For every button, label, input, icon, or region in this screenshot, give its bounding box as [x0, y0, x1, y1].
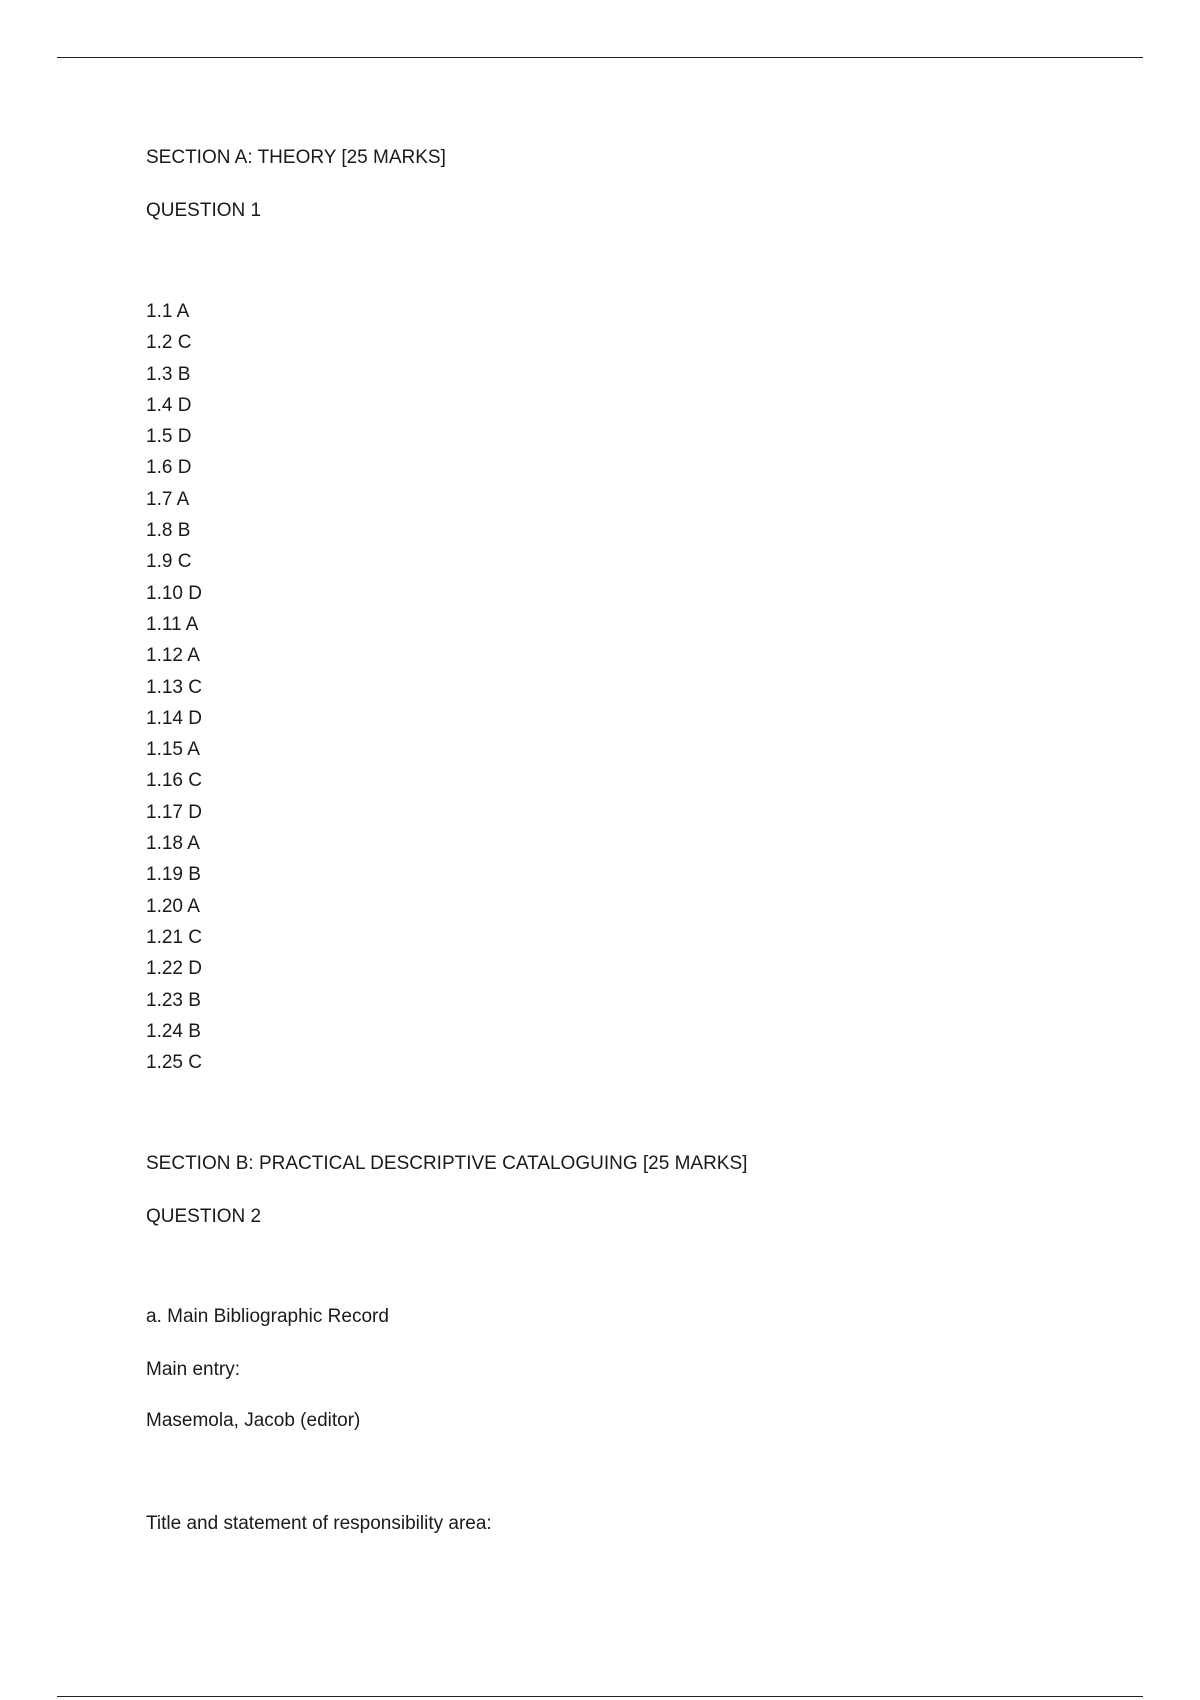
answer-item: 1.24 B [146, 1020, 201, 1042]
header-rule [57, 57, 1143, 58]
main-entry-label: Main entry: [146, 1359, 240, 1380]
answer-item: 1.17 D [146, 801, 202, 823]
answer-item: 1.22 D [146, 958, 202, 980]
answer-item: 1.2 C [146, 332, 192, 354]
answer-item: 1.18 A [146, 833, 200, 855]
question-2-label: QUESTION 2 [146, 1206, 262, 1227]
answer-item: 1.7 A [146, 488, 190, 510]
answer-item: 1.1 A [146, 301, 190, 322]
answer-item: 1.20 A [146, 895, 200, 917]
answer-item: 1.19 B [146, 864, 201, 886]
answer-item: 1.9 C [146, 551, 192, 573]
footer-rule [57, 1696, 1143, 1697]
answer-item: 1.4 D [146, 394, 192, 416]
title-area-label: Title and statement of responsibility area: [146, 1513, 492, 1534]
answer-item: 1.15 A [146, 739, 200, 761]
answer-item: 1.23 B [146, 989, 201, 1011]
answer-item: 1.16 C [146, 770, 202, 792]
question-1-label: QUESTION 1 [146, 200, 262, 221]
main-entry-value: Masemola, Jacob (editor) [146, 1410, 361, 1431]
answer-item: 1.6 D [146, 457, 192, 479]
section-a-heading: SECTION A: THEORY [25 MARKS] [146, 147, 446, 168]
section-b-heading: SECTION B: PRACTICAL DESCRIPTIVE CATALOGUING [25 MARKS] [146, 1153, 748, 1174]
answer-item: 1.12 A [146, 645, 200, 667]
answer-list [146, 301, 202, 1083]
answer-item: 1.25 C [146, 1052, 202, 1074]
main-bibliographic-record-heading: a. Main Bibliographic Record [146, 1306, 389, 1327]
answer-item: 1.5 D [146, 426, 192, 448]
answer-item: 1.3 B [146, 363, 191, 385]
answer-item: 1.11 A [146, 613, 199, 635]
answer-item: 1.13 C [146, 676, 202, 698]
answer-item: 1.10 D [146, 582, 202, 604]
answer-item: 1.21 C [146, 926, 202, 948]
answer-item: 1.14 D [146, 707, 202, 729]
answer-item: 1.8 B [146, 520, 191, 542]
